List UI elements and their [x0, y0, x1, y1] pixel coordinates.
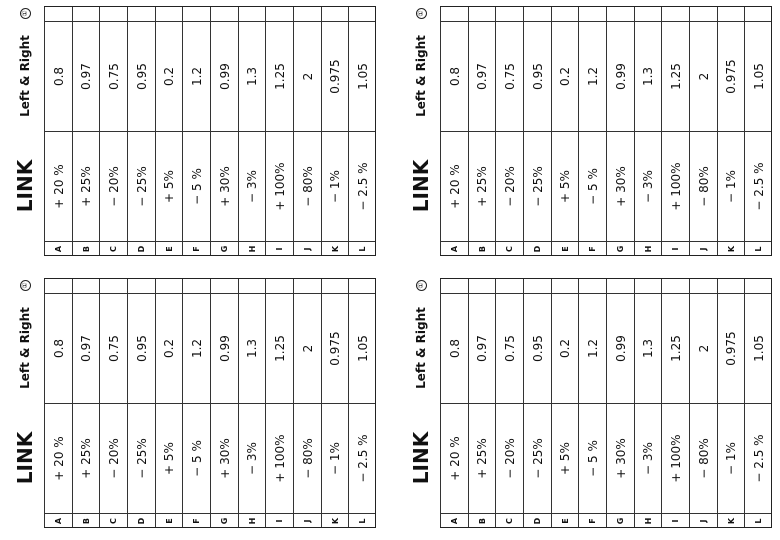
- row-blank-cell: [73, 6, 100, 21]
- row-left-right-value: 0.75: [100, 293, 127, 403]
- row-blank-cell: [266, 278, 293, 293]
- row-label: D: [128, 513, 155, 528]
- row-label: K: [718, 513, 745, 528]
- row-blank-cell: [690, 278, 717, 293]
- row-label: D: [524, 513, 551, 528]
- row-left-right-value: 0.8: [45, 293, 72, 403]
- row-label: G: [211, 513, 238, 528]
- row-label: C: [100, 513, 127, 528]
- row-label: E: [552, 513, 579, 528]
- card-title: LINK: [13, 159, 37, 213]
- row-label: B: [73, 513, 100, 528]
- row-percent: − 5 %: [183, 403, 210, 513]
- row-percent: − 5 %: [579, 403, 606, 513]
- row-percent: + 20 %: [45, 131, 72, 241]
- row-percent: + 100%: [266, 131, 293, 241]
- row-percent: − 20%: [100, 403, 127, 513]
- row-left-right-value: 0.97: [469, 293, 496, 403]
- header-spacer: [6, 513, 44, 528]
- row-blank-cell: [552, 278, 579, 293]
- row-label: C: [496, 241, 523, 256]
- row-percent: − 1%: [322, 131, 349, 241]
- row-percent: + 20 %: [45, 403, 72, 513]
- table-row: [523, 278, 551, 528]
- row-left-right-value: 0.975: [718, 21, 745, 131]
- row-percent: − 3%: [635, 403, 662, 513]
- row-label: F: [183, 241, 210, 256]
- table-row: [661, 6, 689, 256]
- card-subtitle: Left & Right: [414, 307, 428, 389]
- row-percent: − 2.5 %: [349, 131, 376, 241]
- row-percent: + 5%: [552, 403, 579, 513]
- card-header: [402, 6, 440, 256]
- row-label: I: [662, 513, 689, 528]
- row-blank-cell: [211, 6, 238, 21]
- table-row: [551, 278, 579, 528]
- row-label: F: [183, 513, 210, 528]
- table-row: [210, 278, 238, 528]
- table-row: [182, 6, 210, 256]
- row-blank-cell: [469, 6, 496, 21]
- header-spacer: [402, 513, 440, 528]
- row-percent: − 3%: [239, 403, 266, 513]
- row-label: H: [239, 513, 266, 528]
- table-row: [348, 278, 376, 528]
- row-left-right-value: 0.95: [128, 293, 155, 403]
- card-number-badge: ①: [20, 280, 31, 291]
- table-row: [293, 6, 321, 256]
- row-blank-cell: [349, 278, 376, 293]
- row-label: A: [441, 241, 468, 256]
- row-label: L: [745, 513, 772, 528]
- table-row: [661, 278, 689, 528]
- row-label: D: [524, 241, 551, 256]
- row-blank-cell: [718, 6, 745, 21]
- row-percent: + 100%: [662, 403, 689, 513]
- row-percent: + 25%: [73, 403, 100, 513]
- badge-cell: [6, 6, 44, 21]
- row-label: E: [156, 241, 183, 256]
- row-label: A: [45, 241, 72, 256]
- row-left-right-value: 0.2: [156, 21, 183, 131]
- row-label: I: [266, 241, 293, 256]
- row-blank-cell: [128, 6, 155, 21]
- row-left-right-value: 2: [690, 293, 717, 403]
- table-row: [606, 6, 634, 256]
- table-row: [495, 278, 523, 528]
- row-percent: − 1%: [322, 403, 349, 513]
- row-percent: − 25%: [128, 403, 155, 513]
- row-blank-cell: [690, 6, 717, 21]
- row-blank-cell: [294, 278, 321, 293]
- row-left-right-value: 0.99: [607, 293, 634, 403]
- card-subtitle: Left & Right: [18, 307, 32, 389]
- badge-cell: [402, 278, 440, 293]
- table-row: [238, 278, 266, 528]
- table-row: [440, 278, 468, 528]
- row-percent: + 25%: [73, 131, 100, 241]
- card-inner: [402, 278, 772, 528]
- row-label: H: [239, 241, 266, 256]
- row-label: L: [349, 241, 376, 256]
- row-percent: + 5%: [156, 131, 183, 241]
- table-row: [495, 6, 523, 256]
- card-inner: [6, 278, 376, 528]
- row-left-right-value: 1.3: [239, 293, 266, 403]
- header-spacer: [402, 241, 440, 256]
- table-row: [293, 278, 321, 528]
- row-left-right-value: 0.95: [128, 21, 155, 131]
- row-blank-cell: [635, 6, 662, 21]
- row-left-right-value: 0.75: [100, 21, 127, 131]
- row-percent: + 30%: [211, 403, 238, 513]
- row-percent: − 20%: [496, 403, 523, 513]
- row-label: L: [745, 241, 772, 256]
- table-row: [99, 6, 127, 256]
- table-row: [578, 278, 606, 528]
- table-row: [551, 6, 579, 256]
- card-header: [6, 6, 44, 256]
- row-label: J: [690, 513, 717, 528]
- row-blank-cell: [662, 6, 689, 21]
- row-percent: + 100%: [662, 131, 689, 241]
- row-percent: − 25%: [128, 131, 155, 241]
- row-label: J: [690, 241, 717, 256]
- row-label: G: [607, 513, 634, 528]
- row-blank-cell: [635, 278, 662, 293]
- row-percent: − 2.5 %: [745, 403, 772, 513]
- row-left-right-value: 2: [294, 21, 321, 131]
- row-percent: − 3%: [635, 131, 662, 241]
- row-left-right-value: 1.05: [745, 21, 772, 131]
- card-inner: [6, 6, 376, 256]
- card-number-badge: ①: [416, 8, 427, 19]
- row-label: G: [607, 241, 634, 256]
- row-percent: − 20%: [100, 131, 127, 241]
- table-row: [321, 278, 349, 528]
- row-left-right-value: 0.8: [441, 293, 468, 403]
- row-left-right-value: 0.2: [552, 21, 579, 131]
- row-blank-cell: [183, 6, 210, 21]
- table-row: [717, 278, 745, 528]
- row-blank-cell: [718, 278, 745, 293]
- row-blank-cell: [45, 6, 72, 21]
- row-percent: − 80%: [690, 131, 717, 241]
- row-left-right-value: 1.05: [349, 293, 376, 403]
- row-label: J: [294, 513, 321, 528]
- row-blank-cell: [579, 278, 606, 293]
- row-left-right-value: 1.25: [662, 21, 689, 131]
- header-spacer: [6, 241, 44, 256]
- row-left-right-value: 1.25: [266, 293, 293, 403]
- row-label: E: [552, 241, 579, 256]
- row-left-right-value: 1.05: [745, 293, 772, 403]
- row-label: B: [469, 513, 496, 528]
- row-blank-cell: [441, 6, 468, 21]
- row-label: H: [635, 241, 662, 256]
- card-bottom-right: [402, 278, 772, 528]
- row-blank-cell: [745, 6, 772, 21]
- row-percent: − 5 %: [183, 131, 210, 241]
- row-left-right-value: 0.8: [45, 21, 72, 131]
- table-row: [155, 6, 183, 256]
- row-blank-cell: [441, 278, 468, 293]
- row-percent: − 2.5 %: [745, 131, 772, 241]
- row-percent: + 25%: [469, 131, 496, 241]
- row-label: H: [635, 513, 662, 528]
- row-left-right-value: 0.75: [496, 293, 523, 403]
- row-percent: + 30%: [607, 403, 634, 513]
- row-blank-cell: [239, 6, 266, 21]
- row-label: F: [579, 241, 606, 256]
- row-blank-cell: [183, 278, 210, 293]
- row-percent: + 20 %: [441, 403, 468, 513]
- row-blank-cell: [156, 278, 183, 293]
- row-blank-cell: [607, 278, 634, 293]
- card-subtitle: Left & Right: [18, 35, 32, 117]
- row-blank-cell: [662, 278, 689, 293]
- row-percent: − 1%: [718, 403, 745, 513]
- card-top-left: [6, 6, 376, 256]
- row-blank-cell: [322, 278, 349, 293]
- row-blank-cell: [294, 6, 321, 21]
- row-label: B: [73, 241, 100, 256]
- table-row: [348, 6, 376, 256]
- table-row: [744, 278, 772, 528]
- badge-cell: [402, 6, 440, 21]
- badge-cell: [6, 278, 44, 293]
- table-row: [744, 6, 772, 256]
- row-blank-cell: [73, 278, 100, 293]
- row-left-right-value: 0.2: [552, 293, 579, 403]
- table-row: [689, 278, 717, 528]
- row-blank-cell: [496, 6, 523, 21]
- card-header: [6, 278, 44, 528]
- row-left-right-value: 0.975: [322, 21, 349, 131]
- table-row: [155, 278, 183, 528]
- row-left-right-value: 0.95: [524, 293, 551, 403]
- row-blank-cell: [239, 278, 266, 293]
- row-blank-cell: [100, 278, 127, 293]
- row-left-right-value: 1.2: [183, 293, 210, 403]
- row-blank-cell: [322, 6, 349, 21]
- row-label: C: [100, 241, 127, 256]
- row-left-right-value: 0.99: [607, 21, 634, 131]
- row-left-right-value: 0.975: [718, 293, 745, 403]
- table-row: [578, 6, 606, 256]
- row-label: K: [322, 513, 349, 528]
- row-left-right-value: 1.3: [635, 293, 662, 403]
- card-title: LINK: [13, 431, 37, 485]
- row-percent: − 2.5 %: [349, 403, 376, 513]
- row-left-right-value: 0.97: [73, 21, 100, 131]
- row-left-right-value: 1.2: [183, 21, 210, 131]
- row-left-right-value: 0.99: [211, 21, 238, 131]
- table-row: [210, 6, 238, 256]
- table-row: [238, 6, 266, 256]
- card-title: LINK: [409, 159, 433, 213]
- row-blank-cell: [45, 278, 72, 293]
- row-left-right-value: 0.97: [73, 293, 100, 403]
- table-row: [523, 6, 551, 256]
- row-left-right-value: 1.3: [635, 21, 662, 131]
- table-row: [44, 278, 72, 528]
- row-label: K: [718, 241, 745, 256]
- card-top-right: [402, 6, 772, 256]
- card-title: LINK: [409, 431, 433, 485]
- row-percent: − 1%: [718, 131, 745, 241]
- row-label: I: [266, 513, 293, 528]
- row-blank-cell: [211, 278, 238, 293]
- row-label: J: [294, 241, 321, 256]
- row-left-right-value: 1.2: [579, 21, 606, 131]
- row-percent: − 20%: [496, 131, 523, 241]
- row-left-right-value: 1.25: [662, 293, 689, 403]
- row-label: E: [156, 513, 183, 528]
- card-subtitle: Left & Right: [414, 35, 428, 117]
- table-row: [99, 278, 127, 528]
- card-header: [402, 278, 440, 528]
- row-percent: − 80%: [294, 403, 321, 513]
- row-percent: + 25%: [469, 403, 496, 513]
- row-blank-cell: [552, 6, 579, 21]
- row-left-right-value: 0.95: [524, 21, 551, 131]
- row-blank-cell: [349, 6, 376, 21]
- row-label: D: [128, 241, 155, 256]
- table-row: [468, 278, 496, 528]
- card-number-badge: ①: [416, 280, 427, 291]
- table-row: [440, 6, 468, 256]
- row-blank-cell: [579, 6, 606, 21]
- table-row: [689, 6, 717, 256]
- row-percent: − 25%: [524, 403, 551, 513]
- table-row: [468, 6, 496, 256]
- card-inner: [402, 6, 772, 256]
- row-percent: + 30%: [607, 131, 634, 241]
- row-label: L: [349, 513, 376, 528]
- row-label: B: [469, 241, 496, 256]
- row-label: G: [211, 241, 238, 256]
- row-blank-cell: [100, 6, 127, 21]
- row-percent: + 5%: [552, 131, 579, 241]
- row-blank-cell: [469, 278, 496, 293]
- row-left-right-value: 1.05: [349, 21, 376, 131]
- table-row: [606, 278, 634, 528]
- table-row: [127, 6, 155, 256]
- row-blank-cell: [745, 278, 772, 293]
- row-blank-cell: [266, 6, 293, 21]
- table-row: [72, 278, 100, 528]
- row-percent: + 30%: [211, 131, 238, 241]
- row-left-right-value: 0.2: [156, 293, 183, 403]
- table-row: [44, 6, 72, 256]
- row-left-right-value: 0.975: [322, 293, 349, 403]
- row-left-right-value: 0.97: [469, 21, 496, 131]
- table-row: [321, 6, 349, 256]
- row-left-right-value: 2: [690, 21, 717, 131]
- row-left-right-value: 0.8: [441, 21, 468, 131]
- row-left-right-value: 1.3: [239, 21, 266, 131]
- card-bottom-left: [6, 278, 376, 528]
- row-left-right-value: 0.75: [496, 21, 523, 131]
- row-label: I: [662, 241, 689, 256]
- row-blank-cell: [128, 278, 155, 293]
- row-percent: − 80%: [690, 403, 717, 513]
- row-blank-cell: [524, 6, 551, 21]
- row-percent: − 80%: [294, 131, 321, 241]
- row-label: C: [496, 513, 523, 528]
- row-percent: + 100%: [266, 403, 293, 513]
- row-label: K: [322, 241, 349, 256]
- row-left-right-value: 0.99: [211, 293, 238, 403]
- row-percent: − 5 %: [579, 131, 606, 241]
- row-left-right-value: 1.25: [266, 21, 293, 131]
- row-left-right-value: 1.2: [579, 293, 606, 403]
- row-label: A: [441, 513, 468, 528]
- row-label: F: [579, 513, 606, 528]
- table-row: [182, 278, 210, 528]
- table-row: [265, 278, 293, 528]
- table-row: [634, 278, 662, 528]
- row-percent: + 20 %: [441, 131, 468, 241]
- row-left-right-value: 2: [294, 293, 321, 403]
- row-label: A: [45, 513, 72, 528]
- card-number-badge: ①: [20, 8, 31, 19]
- row-blank-cell: [156, 6, 183, 21]
- table-row: [634, 6, 662, 256]
- table-row: [717, 6, 745, 256]
- table-row: [265, 6, 293, 256]
- table-row: [127, 278, 155, 528]
- row-percent: − 25%: [524, 131, 551, 241]
- row-blank-cell: [496, 278, 523, 293]
- row-percent: − 3%: [239, 131, 266, 241]
- row-blank-cell: [524, 278, 551, 293]
- row-percent: + 5%: [156, 403, 183, 513]
- table-row: [72, 6, 100, 256]
- row-blank-cell: [607, 6, 634, 21]
